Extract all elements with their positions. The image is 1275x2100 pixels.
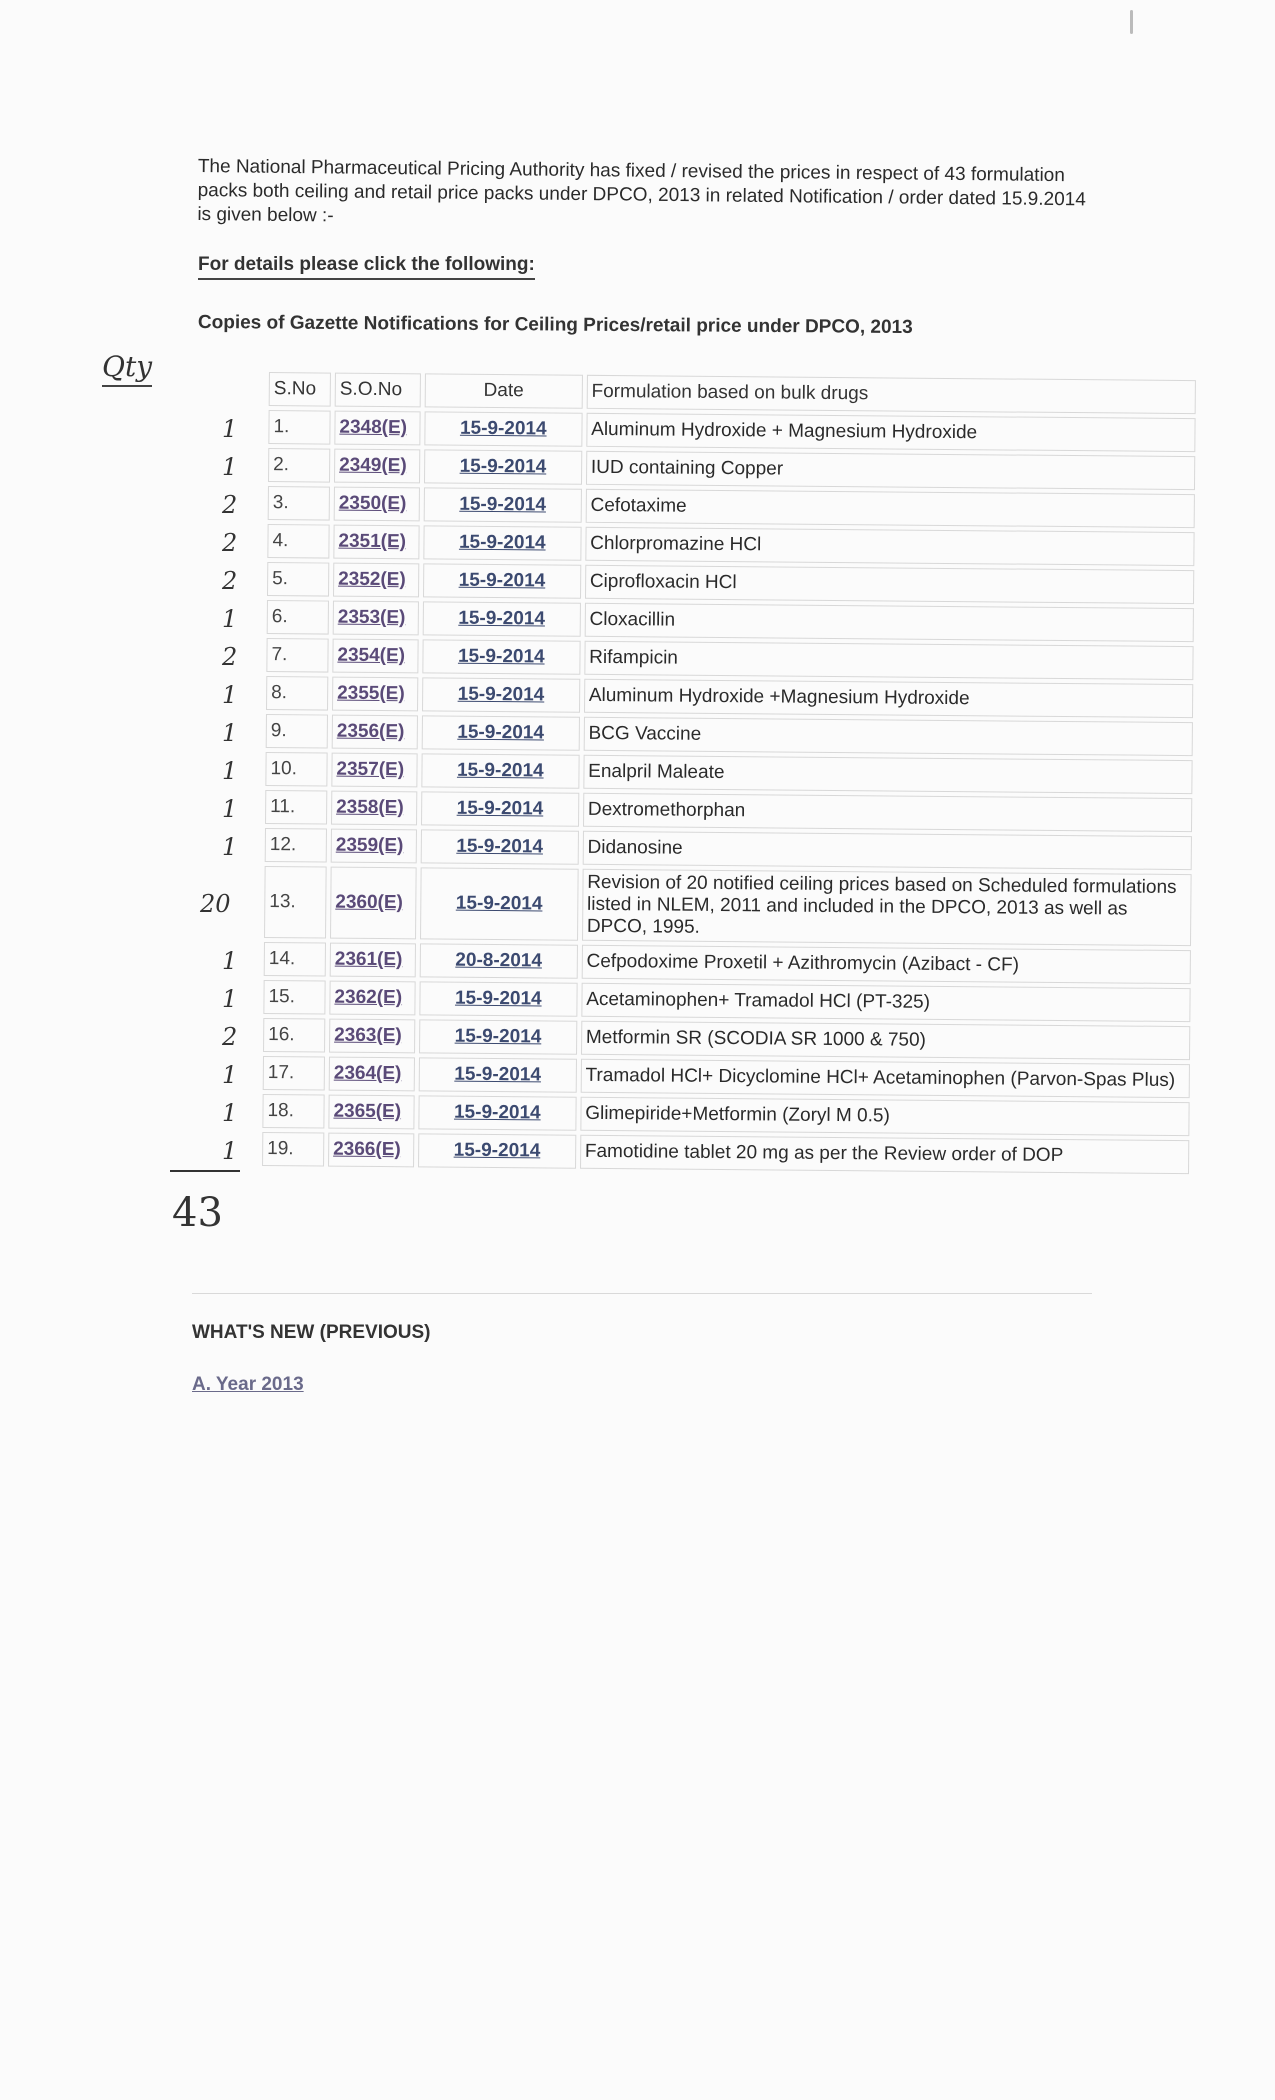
so-number-link[interactable]: 2351(E) [338, 530, 407, 553]
header-so-no: S.O.No [335, 373, 421, 408]
row-date [422, 715, 580, 750]
handwritten-total-rule [170, 1170, 240, 1172]
table-row [263, 1056, 1190, 1098]
date-link[interactable]: 15-9-2014 [459, 493, 547, 516]
so-number-link[interactable]: 2364(E) [333, 1062, 402, 1085]
table-row [265, 790, 1192, 832]
date-link[interactable]: 15-9-2014 [454, 1025, 542, 1048]
row-formulation: Famotidine tablet 20 mg as per the Review order of DOP [580, 1135, 1190, 1174]
handwritten-row-count: 20 [200, 890, 231, 919]
row-formulation: Acetaminophen+ Tramadol HCl (PT-325) [581, 983, 1191, 1022]
row-so-no [328, 1133, 414, 1168]
date-link[interactable]: 15-9-2014 [456, 797, 544, 820]
table-row [265, 828, 1192, 870]
so-number-link[interactable]: 2350(E) [338, 492, 407, 515]
table-row [267, 562, 1194, 604]
table-row [263, 980, 1190, 1022]
row-so-no [331, 753, 417, 788]
row-date [420, 867, 578, 940]
date-link[interactable]: 15-9-2014 [456, 759, 544, 782]
row-sno: 17. [263, 1056, 325, 1091]
row-sno: 6. [267, 600, 329, 635]
handwritten-row-count: 1 [222, 605, 238, 634]
row-formulation: IUD containing Copper [586, 451, 1196, 490]
date-link[interactable]: 15-9-2014 [457, 645, 545, 668]
date-link[interactable]: 15-9-2014 [457, 683, 545, 706]
date-link[interactable]: 15-9-2014 [458, 569, 546, 592]
handwritten-row-count: 1 [222, 757, 238, 786]
row-sno: 10. [265, 752, 327, 787]
table-row [264, 866, 1192, 946]
row-so-no [329, 981, 415, 1016]
handwritten-row-count: 2 [222, 491, 238, 520]
handwritten-qty-note: Qty [102, 350, 152, 387]
handwritten-row-count: 1 [222, 795, 238, 824]
handwritten-row-count: 1 [222, 833, 238, 862]
header-sno: S.No [269, 372, 331, 407]
handwritten-row-count: 1 [222, 947, 238, 976]
date-link[interactable]: 15-9-2014 [458, 531, 546, 554]
table-row [262, 1094, 1189, 1136]
row-sno: 2. [268, 448, 330, 483]
row-date [422, 677, 580, 712]
row-formulation: Rifampicin [584, 641, 1194, 680]
row-sno: 5. [267, 562, 329, 597]
handwritten-row-count: 1 [222, 415, 238, 444]
row-date [424, 487, 582, 522]
row-formulation: Didanosine [582, 831, 1192, 870]
row-so-no [334, 411, 420, 446]
row-formulation: Cloxacillin [584, 603, 1194, 642]
table-header-row [269, 372, 1196, 414]
table-row [268, 486, 1195, 528]
row-so-no [331, 791, 417, 826]
row-so-no [328, 1095, 414, 1130]
row-sno: 3. [268, 486, 330, 521]
intro-paragraph: The National Pharmaceutical Pricing Authority has fixed / revised the prices in respect of 43 formulation packs both ceiling and retail price packs under DPCO, 2013 in related Notification / order dated 15.9.2014 is given below :- [197, 155, 1086, 227]
row-formulation: Aluminum Hydroxide +Magnesium Hydroxide [584, 679, 1194, 718]
so-number-link[interactable]: 2352(E) [338, 568, 406, 591]
scan-artifact [1130, 10, 1133, 34]
table-row [266, 638, 1193, 680]
so-number-link[interactable]: 2366(E) [333, 1138, 401, 1161]
so-number-link[interactable]: 2354(E) [337, 644, 406, 667]
row-formulation: Glimepiride+Metformin (Zoryl M 0.5) [580, 1097, 1190, 1136]
date-link[interactable]: 15-9-2014 [456, 835, 544, 858]
row-date [421, 829, 579, 864]
handwritten-row-count: 1 [222, 1061, 238, 1090]
so-number-link[interactable]: 2348(E) [339, 416, 408, 439]
row-so-no [329, 1057, 415, 1092]
handwritten-row-count: 2 [222, 1023, 238, 1052]
row-date [418, 1133, 576, 1168]
handwritten-row-count: 1 [222, 719, 238, 748]
row-sno: 11. [265, 790, 327, 825]
section-divider [192, 1293, 1092, 1294]
row-date [419, 1019, 577, 1054]
row-so-no [330, 867, 417, 940]
row-formulation: Chlorpromazine HCl [585, 527, 1195, 566]
table-row [266, 676, 1193, 718]
row-formulation: Cefpodoxime Proxetil + Azithromycin (Azibact - CF) [581, 945, 1191, 984]
handwritten-total: 43 [172, 1190, 223, 1236]
row-so-no [332, 715, 418, 750]
date-link[interactable]: 15-9-2014 [455, 892, 543, 915]
table-row [265, 752, 1192, 794]
row-date [419, 1057, 577, 1092]
so-number-link[interactable]: 2357(E) [336, 758, 405, 781]
row-formulation: Ciprofloxacin HCl [585, 565, 1195, 604]
row-sno: 19. [262, 1132, 324, 1167]
row-sno: 13. [264, 866, 327, 939]
handwritten-row-count: 2 [222, 643, 238, 672]
row-sno: 1. [268, 410, 330, 445]
table-row [267, 600, 1194, 642]
whats-new-heading: WHAT'S NEW (PREVIOUS) [192, 1322, 431, 1343]
row-so-no [330, 943, 416, 978]
row-formulation: Aluminum Hydroxide + Magnesium Hydroxide [586, 413, 1196, 452]
handwritten-row-count: 1 [222, 985, 238, 1014]
row-date [421, 753, 579, 788]
row-sno: 18. [262, 1094, 324, 1129]
row-so-no [334, 487, 420, 522]
so-number-link[interactable]: 2349(E) [339, 454, 407, 477]
row-so-no [332, 639, 418, 674]
row-formulation: Enalpril Maleate [583, 755, 1193, 794]
row-sno: 12. [265, 828, 327, 863]
header-formulation: Formulation based on bulk drugs [586, 375, 1196, 414]
so-number-link[interactable]: 2355(E) [337, 682, 405, 705]
row-date [420, 943, 578, 978]
handwritten-row-count: 2 [222, 567, 238, 596]
table-row [268, 448, 1195, 490]
date-link[interactable]: 15-9-2014 [454, 1063, 542, 1086]
handwritten-row-count: 2 [222, 529, 238, 558]
row-so-no [329, 1019, 415, 1054]
date-link[interactable]: 20-8-2014 [455, 949, 543, 972]
so-number-link[interactable]: 2358(E) [336, 796, 404, 819]
row-sno: 16. [263, 1018, 325, 1053]
row-date [424, 449, 582, 484]
so-number-link[interactable]: 2365(E) [333, 1100, 402, 1123]
date-link[interactable]: 15-9-2014 [453, 1101, 541, 1124]
row-so-no [331, 829, 417, 864]
table-row [266, 714, 1193, 756]
date-link[interactable]: 15-9-2014 [454, 987, 542, 1010]
row-formulation: Revision of 20 notified ceiling prices based on Scheduled formulations listed in NLEM, 2011 and included in the DPCO, 2013 as well as DPCO, 1995. [582, 869, 1192, 946]
so-number-link[interactable]: 2359(E) [335, 834, 404, 857]
copies-heading: Copies of Gazette Notifications for Ceiling Prices/retail price under DPCO, 2013 [197, 312, 913, 338]
row-so-no [332, 677, 418, 712]
table-row [268, 410, 1195, 452]
handwritten-row-count: 1 [222, 1099, 238, 1128]
date-link[interactable]: 15-9-2014 [458, 607, 546, 630]
row-formulation: Dextromethorphan [583, 793, 1193, 832]
details-heading[interactable]: For details please click the following: [198, 254, 535, 280]
date-link[interactable]: 15-9-2014 [459, 455, 547, 478]
row-so-no [334, 449, 420, 484]
row-formulation: Cefotaxime [585, 489, 1195, 528]
row-date [418, 1095, 576, 1130]
table-row [263, 1018, 1190, 1060]
so-number-link[interactable]: 2356(E) [336, 720, 405, 743]
row-formulation: BCG Vaccine [583, 717, 1193, 756]
so-number-link[interactable]: 2361(E) [334, 948, 403, 971]
row-sno: 14. [264, 942, 326, 977]
header-date: Date [425, 373, 583, 408]
table-row [264, 942, 1191, 984]
row-sno: 9. [266, 714, 328, 749]
so-number-link[interactable]: 2353(E) [337, 606, 406, 629]
row-date [423, 563, 581, 598]
handwritten-row-count: 1 [222, 453, 238, 482]
row-sno: 8. [266, 676, 328, 711]
year-2013-link[interactable]: A. Year 2013 [192, 1374, 304, 1395]
handwritten-row-count: 1 [222, 1137, 238, 1166]
so-number-link[interactable]: 2362(E) [334, 986, 403, 1009]
row-date [421, 791, 579, 826]
table-row [262, 1132, 1189, 1174]
row-so-no [333, 601, 419, 636]
row-date [419, 981, 577, 1016]
gazette-notifications-table [258, 368, 1200, 1178]
so-number-link[interactable]: 2363(E) [334, 1024, 402, 1047]
row-sno: 7. [266, 638, 328, 673]
row-sno: 15. [263, 980, 325, 1015]
row-so-no [333, 563, 419, 598]
handwritten-row-count: 1 [222, 681, 238, 710]
row-date [423, 601, 581, 636]
row-date [422, 639, 580, 674]
date-link[interactable]: 15-9-2014 [459, 417, 547, 440]
date-link[interactable]: 15-9-2014 [453, 1139, 541, 1162]
row-date [424, 411, 582, 446]
row-formulation: Metformin SR (SCODIA SR 1000 & 750) [581, 1021, 1191, 1060]
so-number-link[interactable]: 2360(E) [335, 891, 404, 914]
row-so-no [333, 525, 419, 560]
date-link[interactable]: 15-9-2014 [457, 721, 545, 744]
table-row [267, 524, 1194, 566]
row-sno: 4. [267, 524, 329, 559]
row-formulation: Tramadol HCl+ Dicyclomine HCl+ Acetaminophen (Parvon-Spas Plus) [580, 1059, 1190, 1098]
row-date [423, 525, 581, 560]
